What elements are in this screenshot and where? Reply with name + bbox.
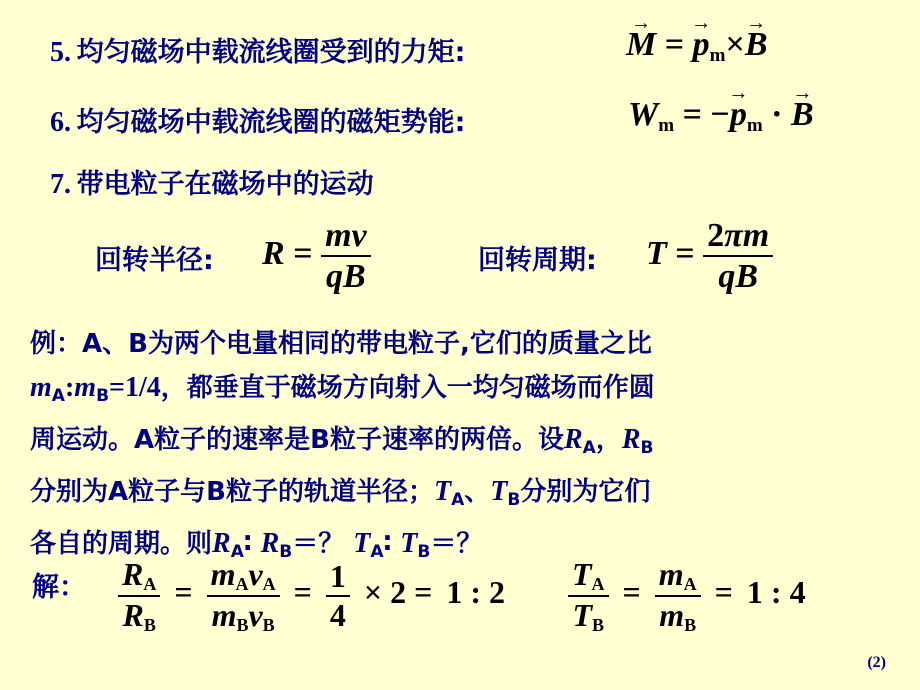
example-line-3: 周运动。A粒子的速率是B粒子速率的两倍。设$R_A$，$R_B$ xyxy=(30,424,654,458)
item-7 xyxy=(50,162,374,201)
item-6-number: 6. xyxy=(50,107,71,138)
radius-ratio-result: 1 : 2 xyxy=(446,574,506,611)
example-line-1: 例：A、B为两个电量相同的带电粒子,它们的质量之比 xyxy=(30,329,652,359)
period-label: 回转周期: xyxy=(478,245,597,276)
radius-formula: R = $\frac{mv}{qB}$ xyxy=(262,216,371,296)
solution-label: 解： xyxy=(32,572,86,603)
period-ratio-solution: $\frac{T_A}{T_B}$ = $\frac{m_A}{m_B}$ = 1 : 4 xyxy=(568,556,806,635)
item-6 xyxy=(50,100,465,139)
radius-ratio-solution: $\frac{R_A}{R_B}$ = $\frac{m_Av_A}{m_Bv_B}$ = $\frac{1}{4}$ × 2 = 1 : 2 xyxy=(118,556,505,635)
example-line-4: 分别为A粒子与B粒子的轨道半径；$T_A$、$T_B$分别为它们 xyxy=(30,476,651,510)
energy-formula: $W_m$ = −→ $p_m$ · → B xyxy=(628,96,814,137)
item-5-number: 5. xyxy=(50,37,71,68)
page-number: (2) xyxy=(867,654,886,671)
item-6-text: 均匀磁场中载流线圈的磁矩势能: xyxy=(76,107,466,138)
item-7-number: 7. xyxy=(50,169,71,200)
torque-formula: → M = → $p_m\times\to B$ xyxy=(626,26,768,67)
example-problem xyxy=(30,322,900,574)
item-5 xyxy=(50,30,465,69)
radius-label: 回转半径: xyxy=(95,245,214,276)
period-formula: T = $\frac{2\pi m}{qB}$ xyxy=(646,216,773,296)
item-5-text: 均匀磁场中载流线圈受到的力矩: xyxy=(76,37,466,68)
item-7-text: 带电粒子在磁场中的运动 xyxy=(76,169,374,200)
period-ratio-result: 1 : 4 xyxy=(746,574,806,611)
example-line-5: 各自的周期。则$R_A∶$ $R_B=$？ $T_A∶$ $T_B=$？ xyxy=(30,528,483,562)
example-line-2: $m_A:m_B=1/4$，都垂直于磁场方向射入一均匀磁场而作圆 xyxy=(30,372,655,406)
